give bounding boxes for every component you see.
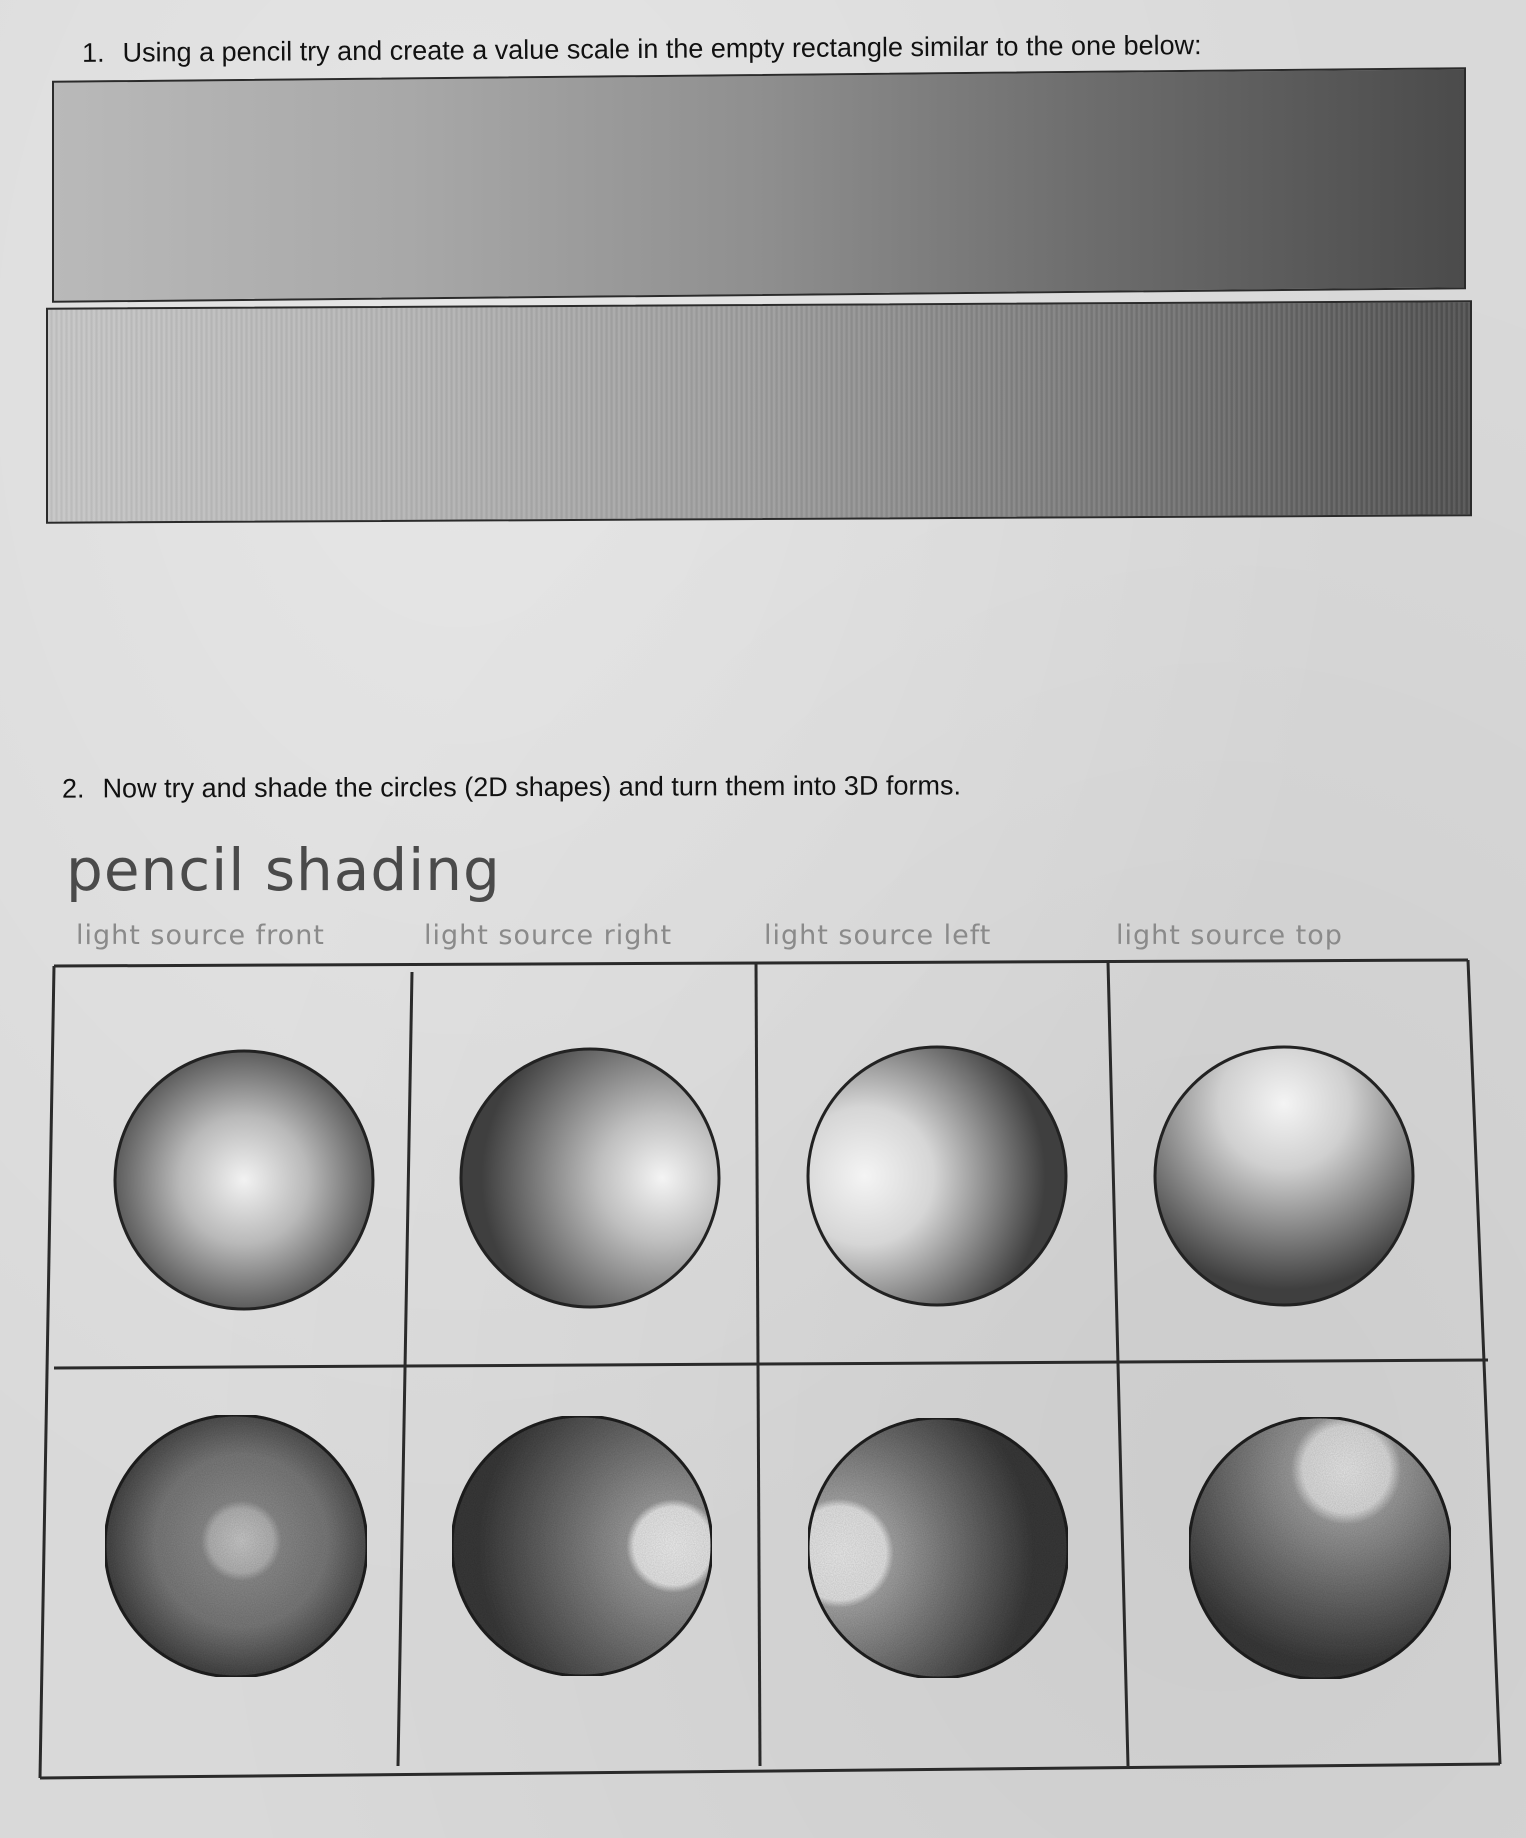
example-sphere-left <box>808 1047 1066 1305</box>
example-sphere-right <box>461 1049 719 1307</box>
grid-col-divider-3 <box>1108 962 1128 1766</box>
question-2-number: 2. <box>61 773 85 804</box>
grid-right-border <box>1468 960 1500 1764</box>
question-1-text: Using a pencil try and create a value scale in the empty rectangle similar to the one below: <box>122 30 1202 68</box>
column-label-right: light source right <box>424 920 673 951</box>
grid-left-border <box>40 966 54 1778</box>
grid-col-divider-1 <box>398 972 412 1766</box>
student-sphere-front[interactable] <box>105 1415 367 1677</box>
worksheet-title: pencil shading <box>66 836 501 904</box>
example-sphere-front <box>115 1051 373 1309</box>
question-1-number: 1. <box>81 37 105 68</box>
grid-bottom-border <box>40 1764 1500 1778</box>
question-2-text: Now try and shade the circles (2D shapes) and turn them into 3D forms. <box>102 770 961 804</box>
column-label-left: light source left <box>764 920 992 951</box>
column-label-top: light source top <box>1116 920 1343 951</box>
example-sphere-top <box>1155 1047 1413 1305</box>
grid-top-border <box>54 960 1468 966</box>
column-label-front: light source front <box>76 920 325 951</box>
grid-middle-divider <box>54 1360 1488 1368</box>
grid-col-divider-2 <box>756 962 760 1766</box>
student-sphere-top[interactable] <box>1189 1417 1451 1679</box>
student-sphere-right[interactable] <box>452 1416 712 1676</box>
student-sphere-left[interactable] <box>808 1418 1068 1678</box>
